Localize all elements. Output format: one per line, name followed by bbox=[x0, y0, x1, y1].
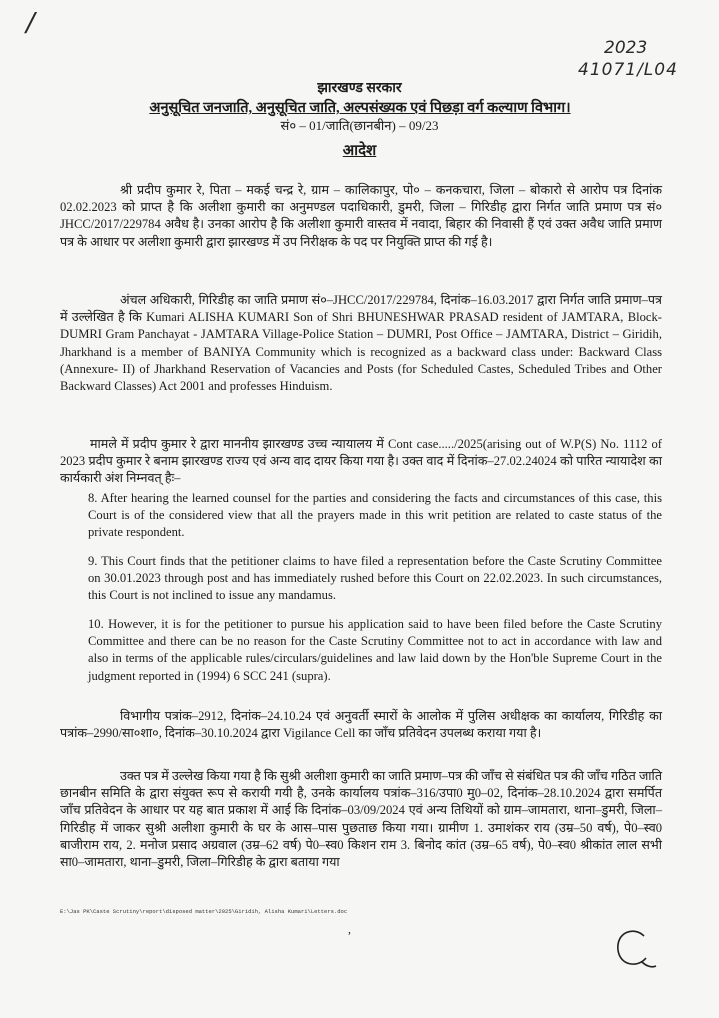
court-excerpt-9: 9. This Court finds that the petitioner claims to have filed a representation before the Caste Scrutiny Committee on 30.01.2023 through post and has immediately rushed before this Court on 22.02.2023. In such circumstances, this Court is not inclined to issue any mandamus. bbox=[88, 554, 662, 603]
paragraph-court-case: मामले में प्रदीप कुमार रे द्वारा माननीय झारखण्ड उच्च न्यायालय में Cont case...../2025(arising out of W.P(S) No. 1112 of 2023 प्रदीप कुमार रे बनाम झारखण्ड राज्य एवं अन्य वाद दायर किया गया है। उक्त वाद में दिनांक–27.02.24024 को पारित न्यायादेश का कार्यकारी अंश निम्नवत् हैः– bbox=[60, 437, 662, 486]
signature-scribble-icon bbox=[604, 922, 660, 978]
court-excerpt-10: 10. However, it is for the petitioner to pursue his application said to have been filed before the Caste Scrutiny Committee and there can be no reason for the Caste Scrutiny Committee not to act in accordance with law and also in terms of the applicable rules/circulars/guidelines and law laid down by the Hon'ble Supreme Court in the judgment reported in (1994) 6 SCC 241 (supra). bbox=[88, 617, 662, 683]
order-title: आदेश bbox=[342, 143, 377, 159]
court-excerpt-8: 8. After hearing the learned counsel for the parties and considering the facts and circumstances of this case, this Court is of the considered view that all the prayers made in this writ petition are related to caste status of the private respondent. bbox=[88, 491, 662, 540]
paragraph-complaint: श्री प्रदीप कुमार रे, पिता – मकई चन्द्र रे, ग्राम – कालिकापुर, पो० – कनकचारा, जिला – बोकारो से आरोप पत्र दिनांक 02.02.2023 को प्राप्त है कि अलीशा कुमारी का अनुमण्डल पदाधिकारी, डुमरी, जिला – गिरिडीह द्वारा निर्गत जाति प्रमाण पत्र सं० JHCC/2017/229784 अवैध है। उनका आरोप है कि अलीशा कुमारी वास्तव में नवादा, बिहार की निवासी हैं एवं उक्त अवैध जाति प्रमाण पत्र के आधार पर अलीशा कुमारी द्वारा झारखण्ड में उप निरीक्षक के पद पर नियुक्ति प्राप्त की गई है। bbox=[60, 183, 662, 249]
reference-number: सं० – 01/जाति(छानबीन) – 09/23 bbox=[280, 118, 439, 133]
government-heading: झारखण्ड सरकार bbox=[317, 81, 402, 96]
handwritten-year: 2023 bbox=[604, 38, 648, 58]
paragraph-vigilance-report: विभागीय पत्रांक–2912, दिनांक–24.10.24 एवं अनुवर्ती स्मारों के आलोक में पुलिस अधीक्षक का कार्यालय, गिरिडीह का पत्रांक–2990/सा०शा०, दिनांक–30.10.2024 द्वारा Vigilance Cell का जाँच प्रतिवेदन उपलब्ध कराया गया है। bbox=[60, 709, 662, 741]
page-marker: , bbox=[348, 922, 351, 936]
paragraph-certificate-details: अंचल अधिकारी, गिरिडीह का जाति प्रमाण सं०–JHCC/2017/229784, दिनांक–16.03.2017 द्वारा निर्गत जाति प्रमाण–पत्र में उल्लेखित है कि Kumari ALISHA KUMARI Son of Shri BHUNESHWAR PRASAD resident of JAMTARA, Block- DUMRI Gram Panchayat - JAMTARA Village-Police Station – DUMRI, Post Office – JAMTARA, District – Giridih, Jharkhand is a member of BANIYA Community which is recognized as a backward class under: Backward Class (Annexure- II) of Jharkhand Reservation of Vacancies and Posts (for Scheduled Castes, Scheduled Tribes and Other Backward Classes) Act 2001 and professes Hinduism. bbox=[60, 293, 662, 394]
handwritten-top-left-mark: / bbox=[26, 8, 35, 38]
handwritten-file-number: 41071/L04 bbox=[578, 60, 678, 80]
department-heading: अनुसूचित जनजाति, अनुसूचित जाति, अल्पसंख्यक एवं पिछड़ा वर्ग कल्याण विभाग। bbox=[149, 100, 571, 116]
paragraph-inquiry-findings: उक्त पत्र में उल्लेख किया गया है कि सुश्री अलीशा कुमारी का जाति प्रमाण–पत्र की जाँच से संबंधित पत्र की जाँच गठित जाति छानबीन समिति के द्वारा संयुक्त रूप से करायी गयी है, उनके कार्यालय पत्रांक–316/उपा0 मु0–02, दिनांक–28.10.2024 द्वारा समर्पित जाँच प्रतिवेदन के आधार पर यह बात प्रकाश में आई कि दिनांक–03/09/2024 एवं अन्य तिथियों को ग्राम–जामतारा, थाना–डुमरी, जिला–गिरिडीह में जाकर सुश्री अलीशा कुमारी के घर के आस–पास पुछताछ किया गया। ग्रामीण 1. उमाशंकर राय (उम्र–50 वर्ष), पे0–स्व0 बाजीराम राय, 2. मनोज प्रसाद अग्रवाल (उम्र–62 वर्ष) पे0–स्व0 किशन राम 3. बिनोद कांत (उम्र–65 वर्ष), पे0–स्व0 श्रीकांत लाल सभी सा0–जामतारा, थाना–डुमरी, जिला–गिरिडीह के द्वारा बताया गया bbox=[60, 769, 662, 870]
footer-file-path: E:\Jas PK\Caste Scrutiny\report\disposed matter\2025\Giridih, Alisha Kumari\Letters.doc bbox=[60, 908, 348, 915]
